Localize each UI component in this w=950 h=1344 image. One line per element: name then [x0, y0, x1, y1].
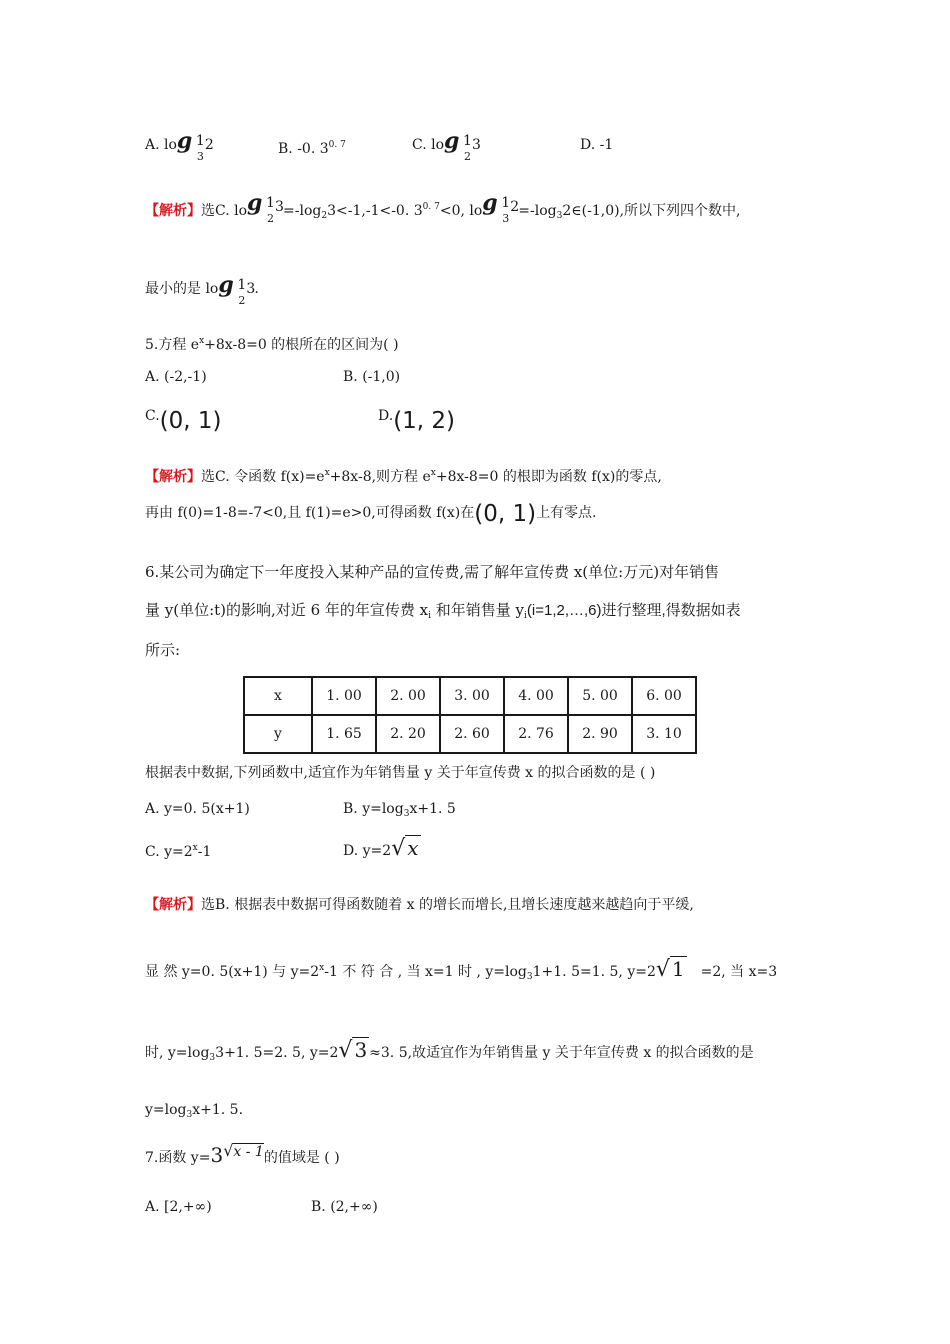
text: 3+1. 5=2. 5, y=2: [215, 1045, 339, 1061]
log-base: 3: [196, 150, 204, 163]
subscript: 3: [526, 972, 533, 982]
q7-stem: [145, 1141, 340, 1168]
log-numerator: 1: [237, 277, 247, 293]
text: 1+1. 5=1. 5, y=2: [532, 964, 656, 980]
q6-stem-line2: [145, 600, 741, 626]
radicand: 1: [671, 957, 685, 981]
q6-option-b: [343, 799, 456, 824]
log-fraction: [482, 190, 520, 225]
q5-analysis-line1: [145, 463, 662, 487]
sqrt-icon: √: [391, 836, 406, 861]
table-cell: 2. 20: [376, 715, 440, 753]
log-fraction: [247, 190, 284, 225]
log-numerator: 1: [266, 195, 275, 211]
q6-analysis-line2: [145, 958, 777, 987]
table-cell: 5. 00: [568, 677, 632, 715]
log-numerator: 1: [501, 195, 511, 211]
text: =-log: [518, 203, 557, 219]
table-row: [244, 715, 696, 753]
subscript: i: [524, 611, 527, 621]
table-cell: 4. 00: [504, 677, 568, 715]
analysis-tag: 【解析】: [145, 469, 201, 485]
q6-analysis-line4: [145, 1100, 243, 1125]
interval-value: (0, 1): [159, 408, 222, 434]
text: (i=1,2,…,6)进行整理,得数据如表: [526, 602, 741, 619]
sqrt-icon: √: [223, 1141, 234, 1160]
exponent: x: [324, 468, 330, 478]
exponent: 0. 7: [328, 140, 346, 150]
text: B. y=log: [343, 801, 404, 817]
text: 再由 f(0)=1-8=-7<0,且 f(1)=e>0,可得函数 f(x)在: [145, 505, 475, 521]
subscript: 3: [556, 211, 563, 221]
q7-option-a: A. [2,+∞): [145, 1199, 212, 1215]
q4-option-c-label: C. lo: [412, 137, 445, 153]
q4-option-b-label: B. -0. 3: [278, 141, 329, 157]
text: +8x-8=0 的根即为函数 f(x)的零点,: [435, 469, 662, 485]
exponent: x: [319, 963, 325, 973]
exponent: x: [192, 843, 198, 853]
table-cell: 1. 65: [312, 715, 376, 753]
q4-option-b: [278, 135, 346, 159]
log-argument: 2: [510, 199, 520, 215]
table-cell: 3. 00: [440, 677, 504, 715]
q4-option-d: D. -1: [580, 137, 614, 153]
log-fraction: [444, 128, 481, 163]
text: <0, lo: [439, 203, 483, 219]
table-cell: 2. 76: [504, 715, 568, 753]
text: =2, 当 x=3: [700, 964, 778, 980]
log-argument: 3: [275, 199, 284, 215]
text: 7.函数 y=: [145, 1150, 211, 1166]
text: 和年销售量 y: [431, 601, 525, 619]
text: 选B. 根据表中数据可得函数随着 x 的增长而增长,且增长速度越来越趋向于平缓,: [201, 897, 694, 913]
q4-analysis-line1: [145, 190, 741, 226]
text: .: [254, 281, 259, 297]
text: -1 不 符 合 , 当 x=1 时 , y=log: [324, 964, 527, 980]
exponent: x: [430, 468, 436, 478]
subscript: i: [428, 611, 431, 621]
text: 选C. 令函数 f(x)=e: [201, 469, 325, 485]
text: 2∈(-1,0),所以下列四个数中,: [562, 203, 741, 219]
q6-question: 根据表中数据,下列函数中,适宜作为年销售量 y 关于年宣传费 x 的拟合函数的是 ( ): [145, 765, 656, 781]
q7-option-b: B. (2,+∞): [311, 1199, 378, 1215]
text: 显 然 y=0. 5(x+1) 与 y=2: [145, 964, 320, 980]
option-label: D.: [378, 408, 394, 424]
q6-option-a: A. y=0. 5(x+1): [145, 801, 250, 817]
log-argument: 2: [204, 137, 214, 153]
q5-stem: [145, 331, 399, 355]
q5-option-c: [145, 406, 222, 434]
q5-option-b: B. (-1,0): [343, 369, 401, 385]
table-cell: 3. 10: [632, 715, 696, 753]
radicand: x - 1: [233, 1144, 264, 1160]
log-fraction: [176, 128, 214, 163]
q6-stem-line3: 所示:: [145, 641, 181, 659]
sqrt-icon: √: [655, 957, 670, 982]
exponent: x: [199, 336, 205, 346]
table-cell: 1. 00: [312, 677, 376, 715]
q6-stem-line1: 6.某公司为确定下一年度投入某种产品的宣传费,需了解年宣传费 x(单位:万元)对年销售: [145, 563, 720, 581]
q5-analysis-line2: [145, 501, 597, 527]
log-base: 2: [464, 150, 472, 163]
interval-value: (0, 1): [474, 501, 537, 527]
text: +8x-8,则方程 e: [329, 469, 431, 485]
q6-option-d: [343, 838, 421, 861]
log-base: 2: [267, 212, 275, 225]
q4-option-a: [145, 128, 214, 163]
subscript: 3: [403, 809, 410, 819]
text: C. y=2: [145, 844, 193, 860]
q6-option-c: [145, 838, 211, 862]
q5-option-a: A. (-2,-1): [145, 369, 207, 385]
text: -1: [197, 844, 212, 860]
q4-analysis-line2: [145, 272, 259, 307]
text: ≈3. 5,故适宜作为年销售量 y 关于年宣传费 x 的拟合函数的是: [369, 1045, 754, 1061]
log-base: 2: [238, 294, 246, 307]
exponent: [223, 1141, 264, 1160]
subscript: 3: [186, 1110, 193, 1120]
table-header-x: x: [244, 677, 312, 715]
q6-analysis-line1: [145, 895, 694, 915]
sqrt-icon: √: [338, 1038, 353, 1063]
text: 5.方程 e: [145, 337, 200, 353]
log-g: g: [482, 190, 498, 216]
text: 的值域是 ( ): [263, 1150, 340, 1166]
q5-option-d: [378, 406, 455, 434]
text: 最小的是 lo: [145, 281, 219, 297]
table-cell: 6. 00: [632, 677, 696, 715]
log-base: 3: [502, 212, 510, 225]
text: 上有零点.: [536, 505, 597, 521]
log-argument: 3: [472, 137, 481, 153]
text: 3<-1,-1<-0. 3: [327, 203, 423, 219]
table-row: [244, 677, 696, 715]
text: =-log: [283, 203, 322, 219]
q4-option-c: [412, 128, 481, 163]
q6-analysis-line3: [145, 1040, 754, 1068]
text: x+1. 5.: [192, 1102, 244, 1118]
subscript: 3: [209, 1053, 216, 1063]
subscript: 2: [321, 211, 328, 221]
log-g: g: [176, 128, 193, 154]
table-cell: 2. 90: [568, 715, 632, 753]
text: 时, y=log: [145, 1045, 210, 1061]
analysis-tag: 【解析】: [145, 897, 201, 913]
log-fraction: [218, 272, 256, 307]
table-cell: 2. 00: [376, 677, 440, 715]
log-g: g: [444, 128, 460, 154]
interval-value: (1, 2): [393, 408, 456, 434]
radicand: 3: [354, 1038, 368, 1062]
text: x+1. 5: [409, 801, 456, 817]
data-table: [243, 676, 697, 754]
analysis-tag: 【解析】: [145, 203, 201, 219]
option-label: C.: [145, 408, 160, 424]
q4-option-a-label: A. lo: [145, 137, 177, 153]
power-base: 3: [210, 1143, 224, 1167]
log-g: g: [247, 190, 263, 216]
log-argument: 3: [246, 281, 256, 297]
text: y=log: [145, 1102, 187, 1118]
exponent: 0. 7: [422, 202, 440, 212]
log-numerator: 1: [195, 133, 205, 149]
table-cell: 2. 60: [440, 715, 504, 753]
text: 选C. lo: [201, 203, 248, 219]
text: D. y=2: [343, 843, 392, 859]
text: +8x-8=0 的根所在的区间为( ): [204, 337, 399, 353]
table-header-y: y: [244, 715, 312, 753]
log-g: g: [218, 272, 234, 298]
log-numerator: 1: [463, 133, 472, 149]
radicand: x: [407, 836, 419, 860]
text: 量 y(单位:t)的影响,对近 6 年的年宣传费 x: [145, 601, 429, 619]
